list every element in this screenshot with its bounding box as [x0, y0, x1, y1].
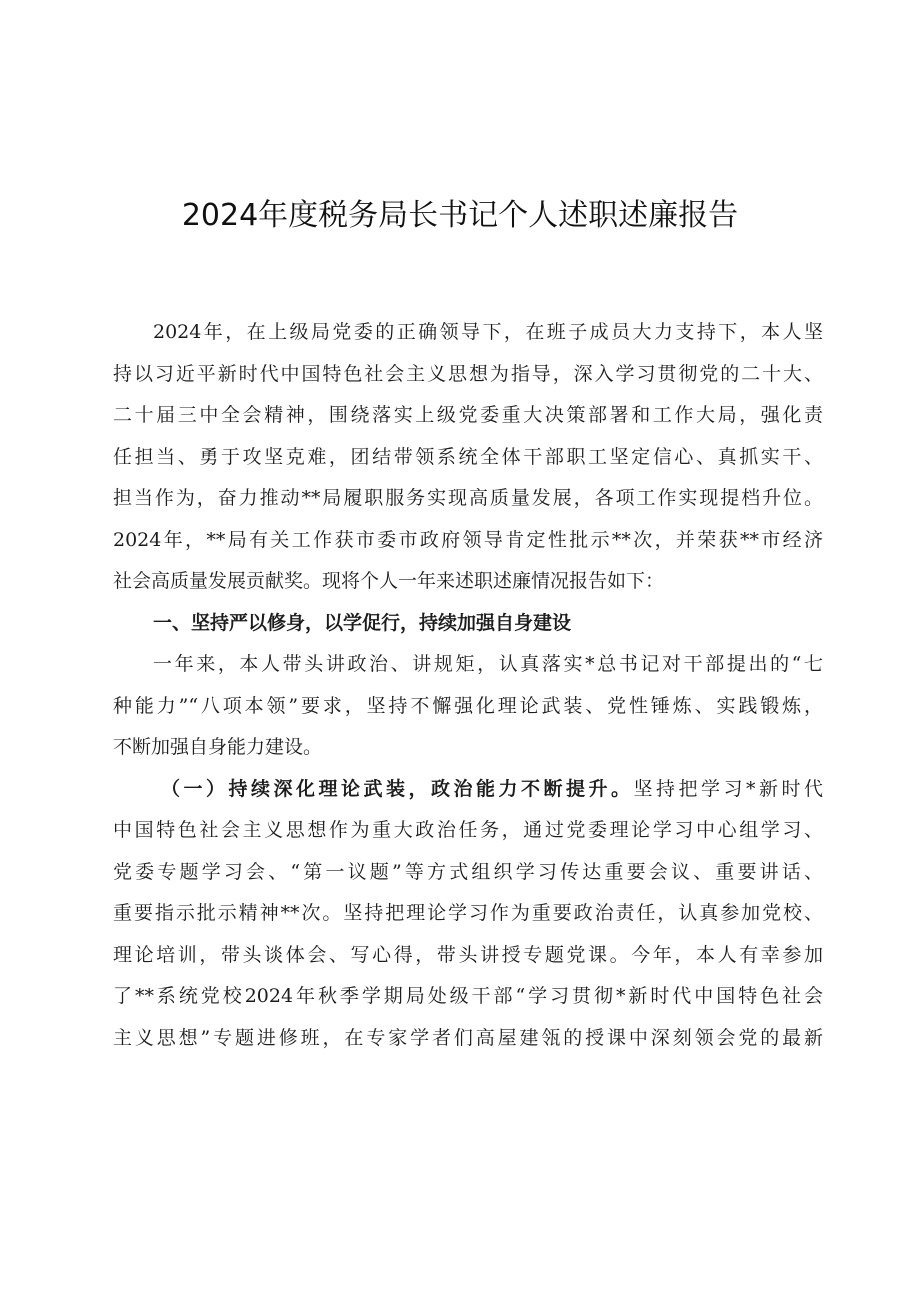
paragraph-line: 了**系统党校2024年秋季学期局处级干部“学习贯彻*新时代中国特色社会 [113, 985, 823, 1007]
document-body [113, 312, 823, 1059]
paragraph-line: 理论培训，带头谈体会、写心得，带头讲授专题党课。今年，本人有幸参加 [113, 943, 823, 966]
section-heading: 一、坚持严以修身，以学促行，持续加强自身建设 [153, 611, 572, 634]
paragraph-line: 中国特色社会主义思想作为重大政治任务，通过党委理论学习中心组学习、 [113, 819, 823, 841]
paragraph-line: 持以习近平新时代中国特色社会主义思想为指导，深入学习贯彻党的二十大、 [113, 362, 823, 385]
paragraph-line: 2024年，**局有关工作获市委市政府领导肯定性批示**次，并荣获**市经济 [113, 528, 823, 551]
subsection-heading: （一）持续深化理论武装，政治能力不断提升。 [161, 777, 634, 800]
paragraph-line: 不断加强自身能力建设。 [113, 736, 323, 758]
subsection-first-line [113, 769, 823, 811]
paragraph-line: 种能力”“八项本领”要求，坚持不懈强化理论武装、党性锤炼、实践锻炼， [113, 694, 823, 717]
paragraph-line: 任担当、勇于攻坚克难，团结带领系统全体干部职工坚定信心、真抓实干、 [113, 445, 823, 468]
paragraph-line: 2024年，在上级局党委的正确领导下，在班子成员大力支持下，本人坚 [153, 321, 823, 343]
paragraph-line: 担当作为，奋力推动**局履职服务实现高质量发展，各项工作实现提档升位。 [113, 487, 823, 509]
paragraph-line: 党委专题学习会、“第一议题”等方式组织学习传达重要会议、重要讲话、 [113, 860, 823, 883]
paragraph-line: 二十届三中全会精神，围绕落实上级党委重大决策部署和工作大局，强化责 [113, 404, 823, 426]
paragraph-line: 重要指示批示精神**次。坚持把理论学习作为重要政治责任，认真参加党校、 [113, 902, 823, 924]
paragraph-line: 一年来，本人带头讲政治、讲规矩，认真落实*总书记对干部提出的“七 [153, 653, 823, 675]
paragraph-line: 主义思想”专题进修班，在专家学者们高屋建瓴的授课中深刻领会党的最新 [113, 1026, 823, 1049]
paragraph-line: 社会高质量发展贡献奖。现将个人一年来述职述廉情况报告如下： [113, 570, 665, 592]
document-title: 2024年度税务局长书记个人述职述廉报告 [181, 198, 739, 233]
subsection-text: 坚持把学习*新时代 [633, 777, 823, 800]
